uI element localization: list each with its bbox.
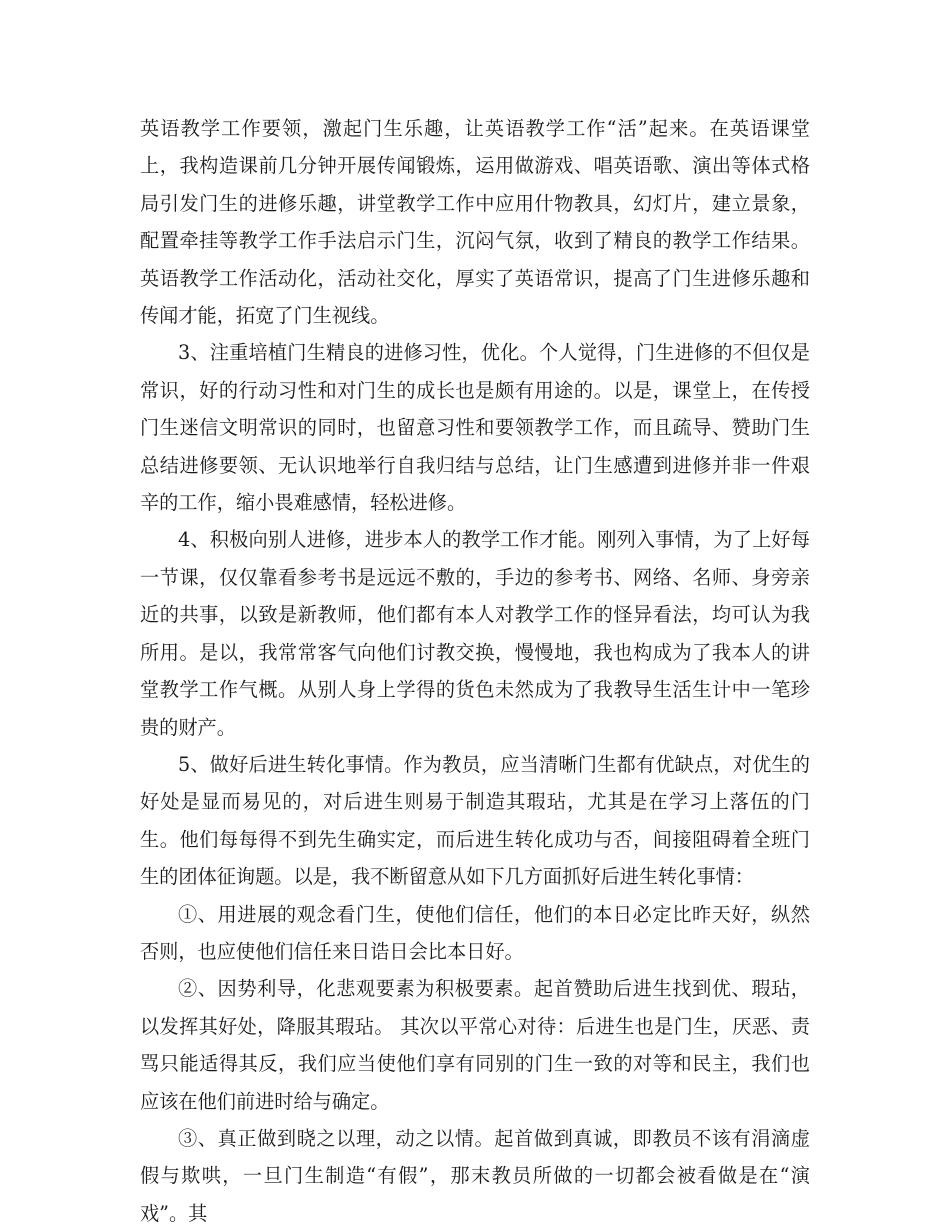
paragraph-2: 3、注重培植门生精良的进修习性，优化。个人觉得，门生进修的不但仅是常识，好的行动习性和对门生的成长也是颇有用途的。以是，课堂上，在传授门生迷信文明常识的同时，也留意习性和要领教学工作，而且疏导、赞助门生总结进修要领、无认识地举行自我归结与总结，让门生感遭到进修并非一件艰辛的工作，缩小畏难感情，轻松进修。 [140,341,810,515]
paragraph-4: 5、做好后进生转化事情。作为教员，应当清晰门生都有优缺点，对优生的好处是显而易见的，对后进生则易于制造其瑕玷，尤其是在学习上落伍的门生。他们每每得不到先生确实定，而后进生转化成功与否，间接阻碍着全班门生的团体征询题。以是，我不断留意从如下几方面抓好后进生转化事情： [140,752,810,889]
paragraph-7: ③、真正做到晓之以理，动之以情。起首做到真诚，即教员不该有涓滴虚假与欺哄，一旦门生制造“有假”，那末教员所做的一切都会被看做是在“演戏”。其 [140,1126,810,1225]
document-body [140,110,810,1232]
paragraph-3: 4、积极向别人进修，进步本人的教学工作才能。刚列入事情，为了上好每一节课，仅仅靠看参考书是远远不敷的，手边的参考书、网络、名师、身旁亲近的共事，以致是新教师，他们都有本人对教学工作的怪异看法，均可认为我所用。是以，我常常客气向他们讨教交换，慢慢地，我也构成为了我本人的讲堂教学工作气概。从别人身上学得的货色未然成为了我教导生活生计中一笔珍贵的财产。 [140,528,810,739]
paragraph-1: 英语教学工作要领，激起门生乐趣，让英语教学工作“活”起来。在英语课堂上，我构造课前几分钟开展传闻锻炼，运用做游戏、唱英语歌、演出等体式格局引发门生的进修乐趣，讲堂教学工作中应用什物教具，幻灯片，建立景象，配置牵挂等教学工作手法启示门生，沉闷气氛，收到了精良的教学工作结果。英语教学工作活动化，活动社交化，厚实了英语常识，提高了门生进修乐趣和传闻才能，拓宽了门生视线。 [140,117,810,328]
paragraph-6: ②、因势利导，化悲观要素为积极要素。起首赞助后进生找到优、瑕玷，以发挥其好处，降服其瑕玷。 其次以平常心对待：后进生也是门生，厌恶、责骂只能适得其反，我们应当使他们享有同别的门生一致的对等和民主，我们也应该在他们前进时给与确定。 [140,977,810,1113]
paragraph-5: ①、用进展的观念看门生，使他们信任，他们的本日必定比昨天好，纵然否则，也应使他们信任来日诰日会比本日好。 [140,902,810,963]
